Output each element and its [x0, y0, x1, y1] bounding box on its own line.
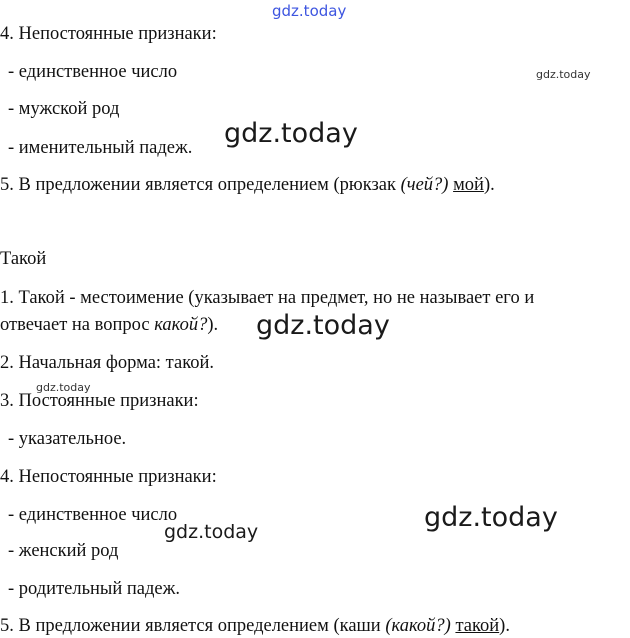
block2-item2: 2. Начальная форма: такой.	[0, 353, 215, 373]
block1-item5-text: 5. В предложении является определением (рюкзак	[0, 175, 401, 195]
block2-item1-line-b: отвечает на вопрос какой?).	[0, 315, 219, 335]
block1-feature-gender: - мужской род	[8, 99, 120, 119]
block1-feature-case: - именительный падеж.	[8, 138, 193, 158]
watermark-large-2: gdz.today	[256, 310, 390, 341]
watermark-large-3: gdz.today	[424, 502, 558, 533]
block1-item4-heading: 4. Непостоянные признаки:	[0, 24, 217, 44]
block2-item5-text: 5. В предложении является определением (каши	[0, 616, 386, 636]
block2-item1-line-a: 1. Такой - местоимение (указывает на предмет, но не называет его и	[0, 288, 535, 308]
block2-item5-question: (какой?)	[385, 616, 451, 636]
block2-item3-heading: 3. Постоянные признаки:	[0, 391, 199, 411]
block2-item1-question: какой?	[154, 315, 208, 335]
block1-item5-word: мой	[453, 175, 484, 195]
block2-constant-feature: - указательное.	[8, 429, 127, 449]
watermark-medium: gdz.today	[164, 521, 259, 543]
watermark-large-1: gdz.today	[224, 118, 358, 149]
watermark-small-right: gdz.today	[536, 68, 591, 81]
block1-item5-line: 5. В предложении является определением (рюкзак (чей?) мой).	[0, 175, 495, 195]
block2-feature-number: - единственное число	[8, 505, 178, 525]
block2-feature-gender: - женский род	[8, 541, 119, 561]
watermark-small-left: gdz.today	[36, 381, 91, 394]
block2-item4-heading: 4. Непостоянные признаки:	[0, 467, 217, 487]
block2-item5-word: такой	[455, 616, 500, 636]
block2-item5-line: 5. В предложении является определением (каши (какой?) такой).	[0, 616, 510, 636]
block2-feature-case: - родительный падеж.	[8, 579, 181, 599]
block1-item5-question: (чей?)	[400, 175, 449, 195]
block1-feature-number: - единственное число	[8, 62, 178, 82]
block2-heading: Такой	[0, 249, 47, 269]
watermark-top: gdz.today	[272, 2, 347, 20]
